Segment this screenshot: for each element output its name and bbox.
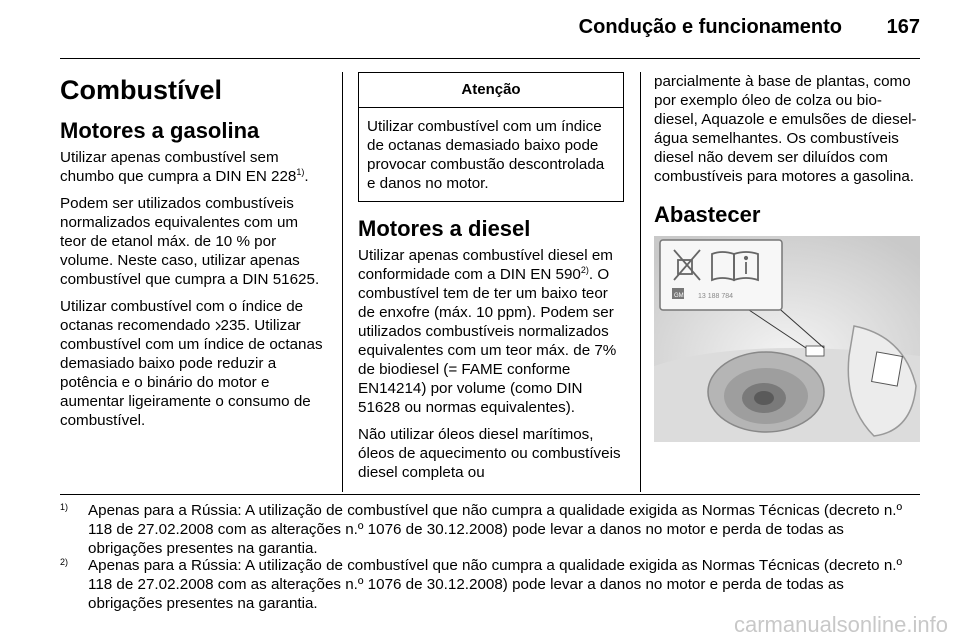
subsection-title-diesel: Motores a diesel [358, 216, 531, 241]
column-refuelling [654, 72, 922, 442]
column-diesel [358, 72, 624, 490]
page-number: 167 [886, 16, 920, 38]
svg-text:GM: GM [674, 293, 684, 299]
page-header-title: Condução e funcionamento [578, 16, 842, 38]
warning-title: Atenção [359, 73, 623, 108]
warning-box [358, 72, 624, 202]
page-reference-link[interactable]: 235 [220, 317, 246, 334]
footnote-mark: 2) [60, 557, 69, 567]
subsection-title-refuel: Abastecer [654, 202, 761, 227]
column-divider [640, 72, 641, 492]
paragraph-diesel-standard: Utilizar apenas combustível diesel em conformidade com a DIN EN 590$^{2)}$. O combustível tem de ter um baixo teor de enxofre (máx. 10 ppm). Podem ser utilizados combustíveis normalizados equivalentes com um teor máx. de 7% de biodiesel (= FAME conforme EN14214) por volume (como DIN 51628 ou normas equivalentes). [358, 247, 617, 416]
footnote-2 [60, 556, 922, 613]
header-rule [60, 58, 920, 59]
footnote-text: Apenas para a Rússia: A utilização de combustível que não cumpra a qualidade exigida as Normas Técnicas (decreto n.º 118 de 27.02.2008 com as alterações n.º 1076 de 30.12.2008) pode levar a danos no motor e perda de todas as obrigações presentes na garantia. [88, 557, 903, 612]
paragraph-diesel-prohibited: Não utilizar óleos diesel marítimos, óleos de aquecimento ou combustíveis diesel completa ou [358, 426, 621, 481]
subsection-title-gasoline: Motores a gasolina [60, 118, 260, 143]
svg-text:13 188 784: 13 188 784 [698, 293, 734, 300]
footnote-mark: 1) [60, 502, 69, 512]
footnote-ref-1[interactable]: 1) [296, 166, 305, 177]
fuel-filler-flap-illustration [654, 236, 920, 442]
column-divider [342, 72, 343, 492]
paragraph-octane: Utilizar combustível com o índice de octanas recomendado 235. Utilizar combustível com um índice de octanas demasiado baixo pode reduzir a potência e o binário do motor e aumentar ligeiramente o consumo de combustível. [60, 298, 323, 429]
paragraph-unleaded: Utilizar apenas combustível sem chumbo que cumpra a DIN EN 228$^{1)}$. [60, 149, 309, 185]
watermark: carmanualsonline.info [733, 612, 948, 637]
paragraph-diesel-continued: parcialmente à base de plantas, como por exemplo óleo de colza ou bio-diesel, Aquazole e emulsões de diesel-água semelhantes. Os combustíveis diesel não devem ser diluídos com combustíveis para motores a gasolina. [654, 73, 917, 185]
section-title-fuel: Combustível [60, 75, 223, 105]
footnote-ref-2[interactable]: 2) [580, 264, 589, 275]
footnote-1 [60, 501, 922, 558]
footnote-rule [60, 494, 920, 495]
warning-text: Utilizar combustível com um índice de octanas demasiado baixo pode provocar combustão descontrolada e danos no motor. [367, 118, 605, 192]
paragraph-ethanol: Podem ser utilizados combustíveis normalizados equivalentes com um teor de etanol máx. de 10 % por volume. Neste caso, utilizar apenas combustível que cumpra a DIN 51625. [60, 195, 320, 288]
column-gasoline [60, 72, 328, 438]
footnote-text: Apenas para a Rússia: A utilização de combustível que não cumpra a qualidade exigida as Normas Técnicas (decreto n.º 118 de 27.02.2008 com as alterações n.º 1076 de 30.12.2008) pode levar a danos no motor e perda de todas as obrigações presentes na garantia. [88, 502, 903, 557]
